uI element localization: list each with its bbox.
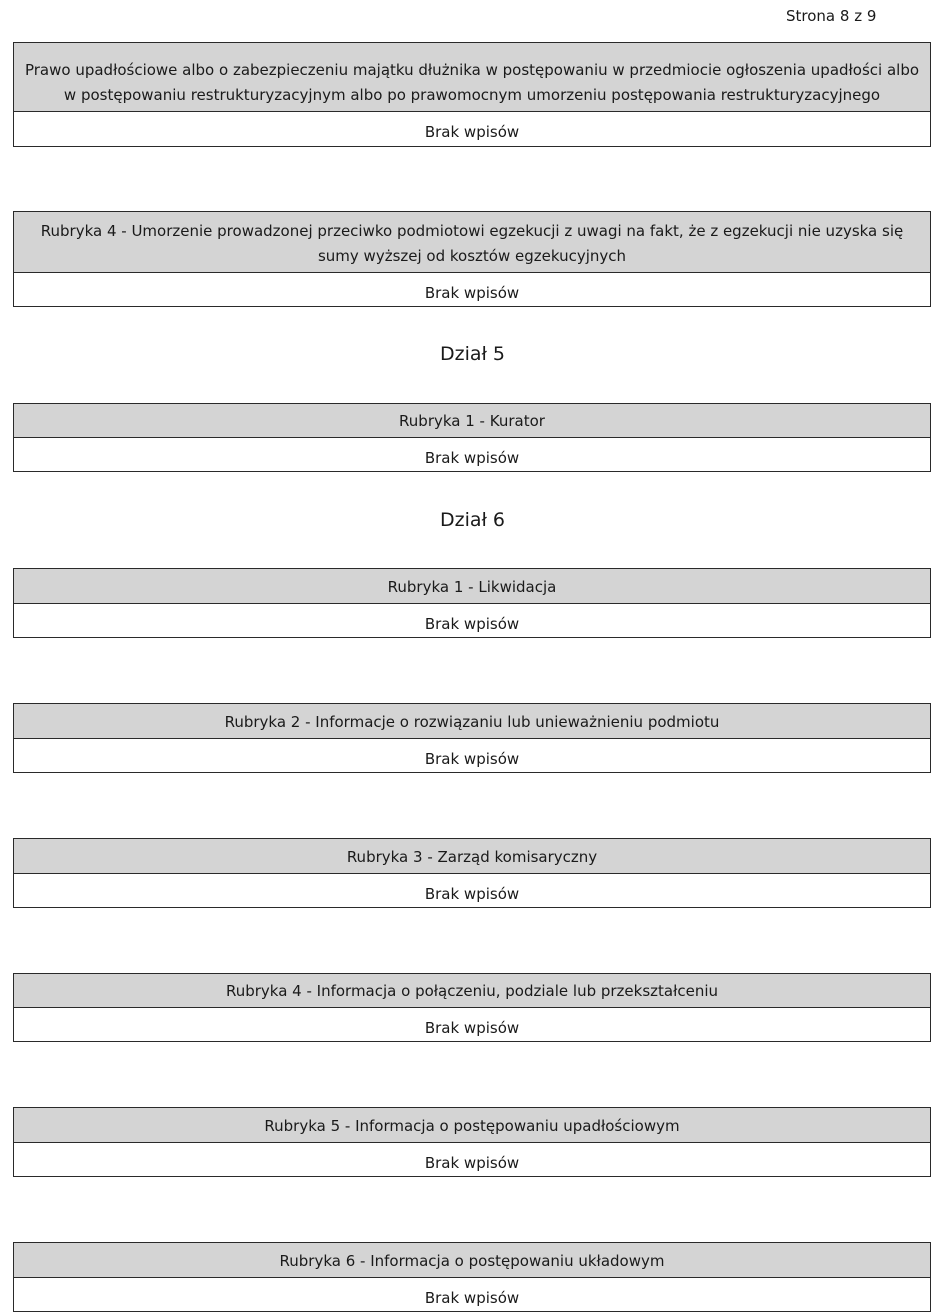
registry-block: [13, 403, 931, 472]
block-value: Brak wpisów: [424, 750, 520, 768]
registry-block: [13, 568, 931, 638]
registry-block: [13, 838, 931, 908]
block-title: Rubryka 6 - Informacja o postępowaniu układowym: [279, 1252, 665, 1270]
block-title: Rubryka 4 - Umorzenie prowadzonej przeciwko podmiotowi egzekucji z uwagi na fakt, że z egzekucji nie uzyska się sumy wyższej od kosztów egzekucyjnych: [40, 222, 904, 265]
block-header: [14, 974, 930, 1008]
block-title: Rubryka 1 - Likwidacja: [387, 578, 557, 596]
section-heading: Dział 6: [439, 509, 506, 531]
page-number: Strona 8 z 9: [786, 7, 877, 25]
block-value: Brak wpisów: [424, 1289, 520, 1307]
block-header: [14, 1243, 930, 1278]
registry-block: [13, 1107, 931, 1177]
block-value: Brak wpisów: [424, 1154, 520, 1172]
block-value: Brak wpisów: [424, 885, 520, 903]
block-header: [14, 404, 930, 438]
block-title: Rubryka 3 - Zarząd komisaryczny: [346, 848, 598, 866]
block-value: Brak wpisów: [424, 123, 520, 141]
registry-block: [13, 211, 931, 307]
block-title: Rubryka 2 - Informacje o rozwiązaniu lub unieważnieniu podmiotu: [224, 713, 720, 731]
block-title: Prawo upadłościowe albo o zabezpieczeniu majątku dłużnika w postępowaniu w przedmiocie ogłoszenia upadłości albo w postępowaniu restrukturyzacyjnym albo po prawomocnym umorzeniu postępowania restrukturyzacyjnego: [24, 61, 920, 104]
block-header: [14, 1108, 930, 1143]
block-header: [14, 839, 930, 874]
block-value: Brak wpisów: [424, 449, 520, 467]
registry-block: [13, 1242, 931, 1312]
registry-block: [13, 703, 931, 773]
block-header: [14, 569, 930, 604]
block-header: [14, 43, 930, 112]
block-header: [14, 704, 930, 739]
block-value: Brak wpisów: [424, 1019, 520, 1037]
block-header: [14, 212, 930, 273]
block-title: Rubryka 4 - Informacja o połączeniu, podziale lub przekształceniu: [225, 982, 719, 1000]
block-title: Rubryka 1 - Kurator: [399, 412, 545, 430]
registry-block: [13, 42, 931, 147]
block-value: Brak wpisów: [424, 615, 520, 633]
block-value: Brak wpisów: [424, 284, 520, 302]
registry-block: [13, 973, 931, 1042]
block-title: Rubryka 5 - Informacja o postępowaniu upadłościowym: [264, 1117, 680, 1135]
section-heading: Dział 5: [439, 343, 506, 365]
